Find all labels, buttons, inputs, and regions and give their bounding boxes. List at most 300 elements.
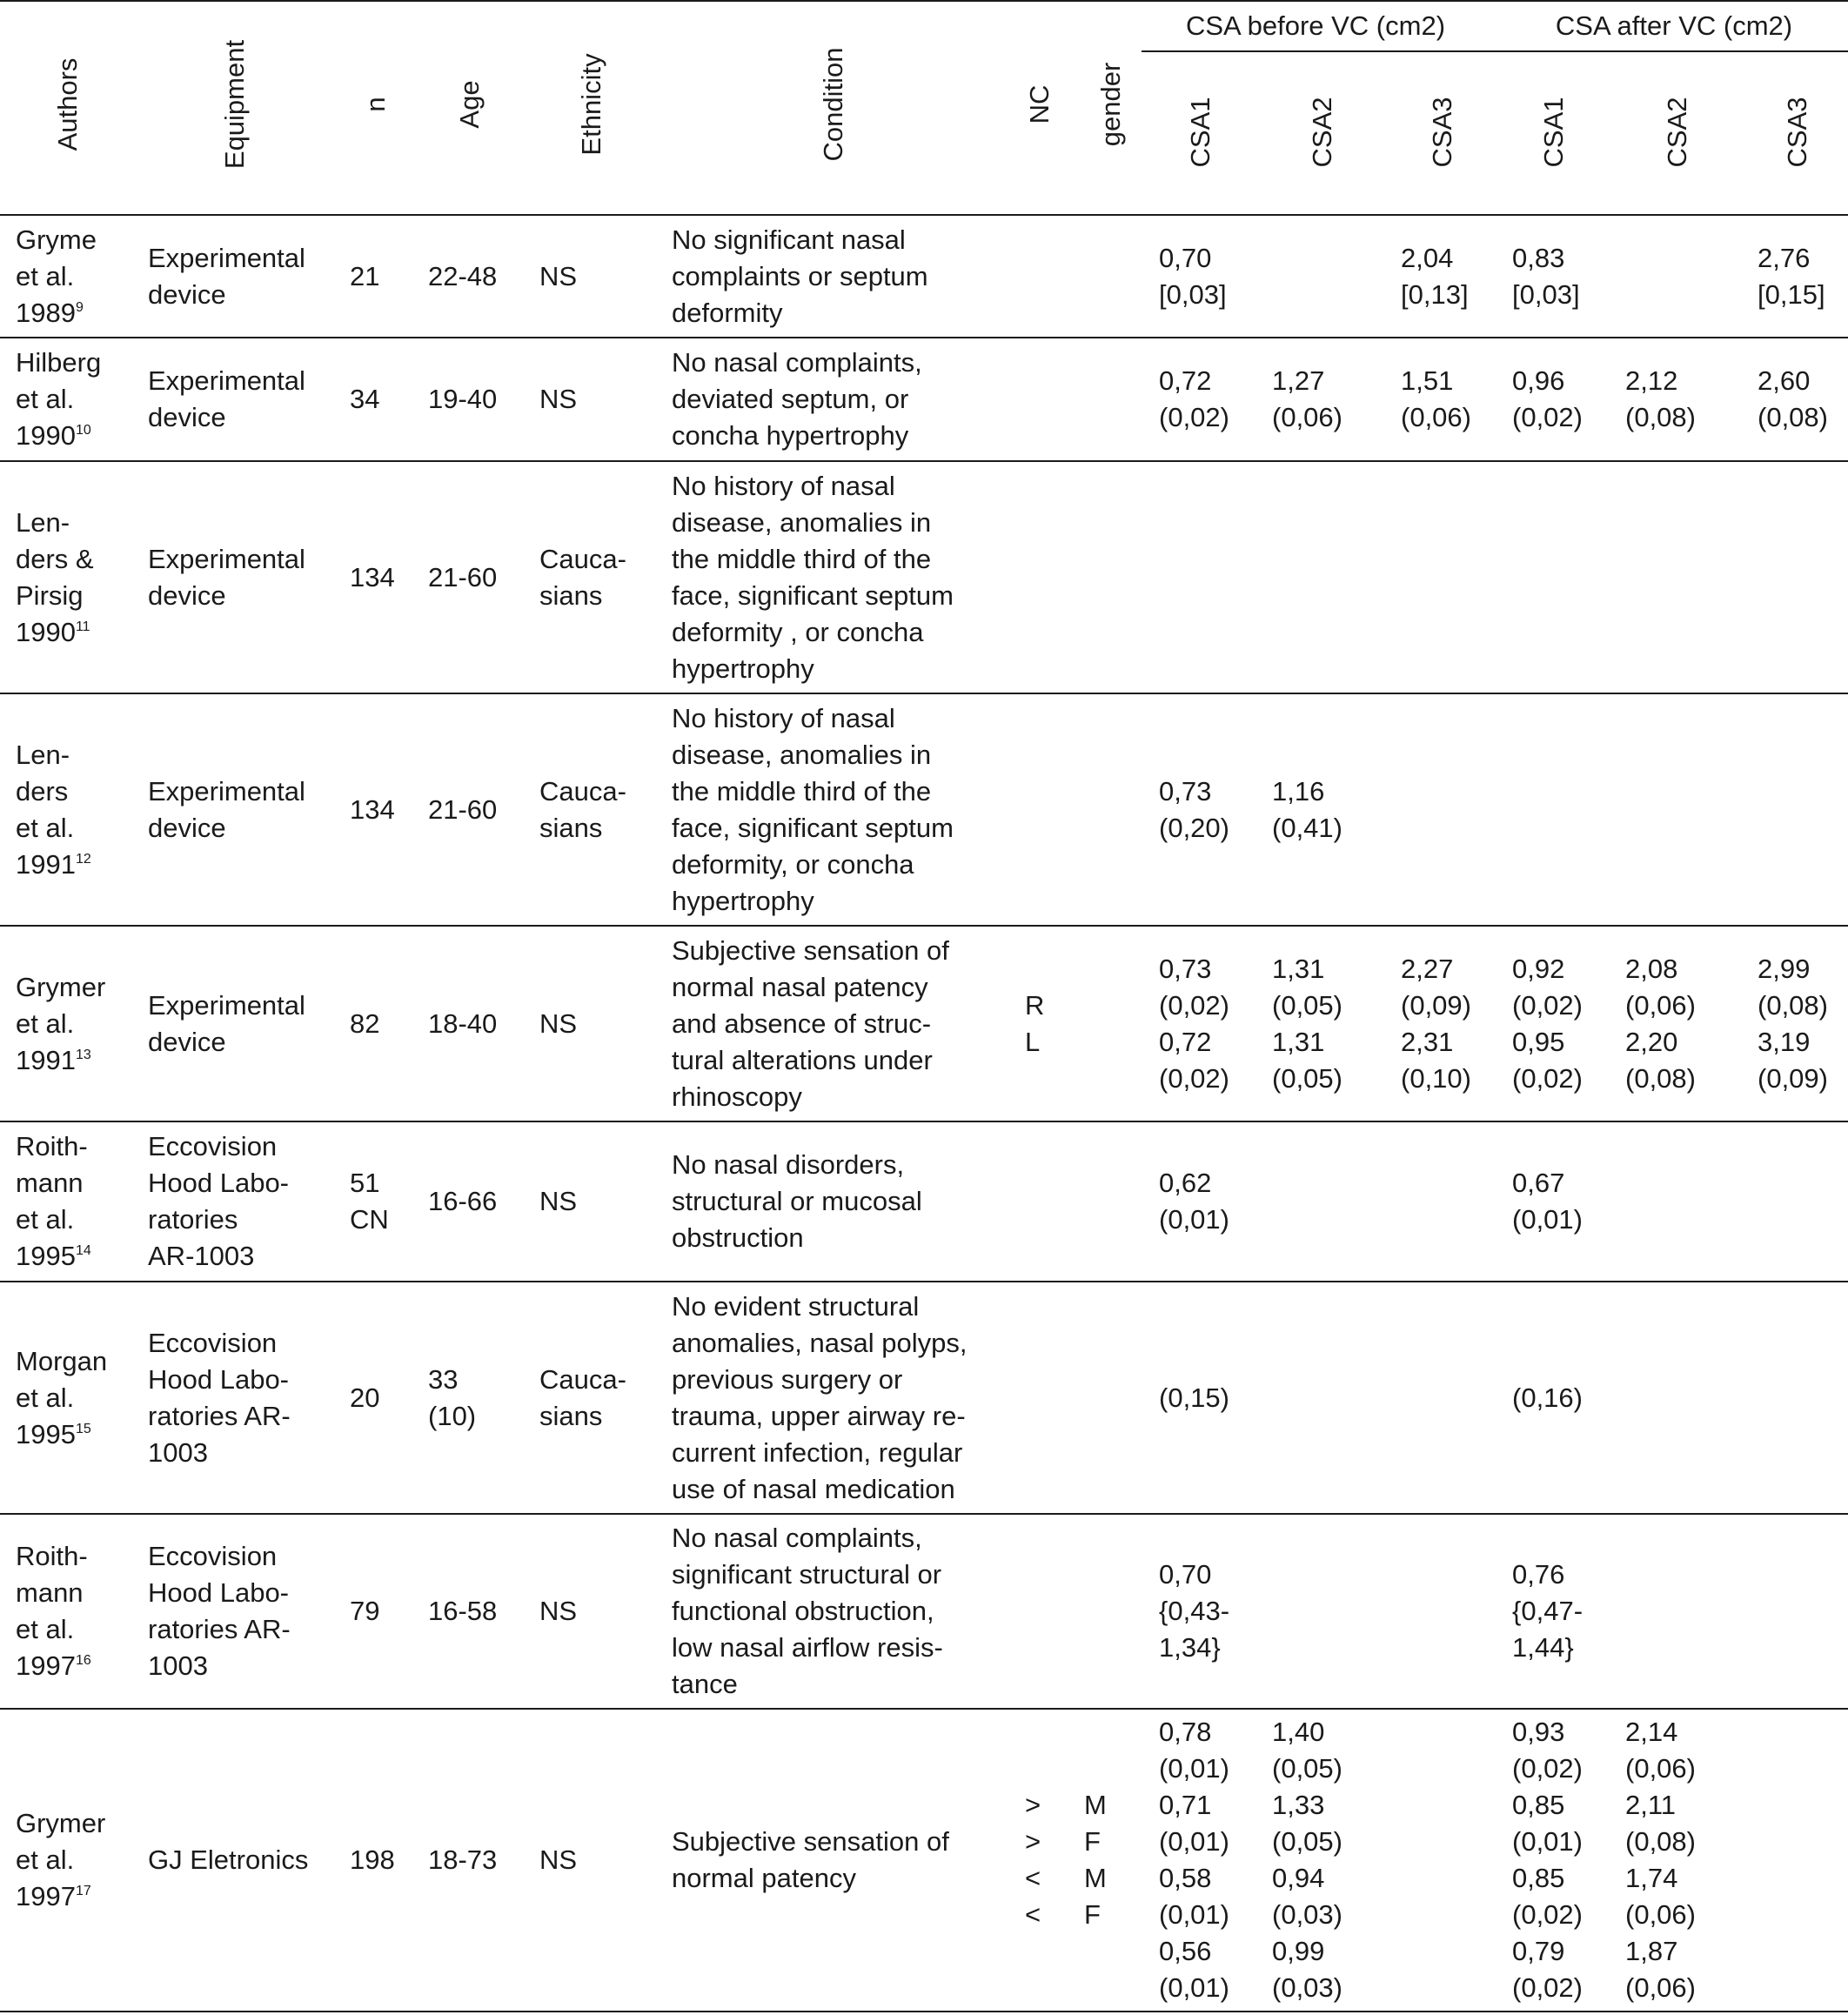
cell-line: 0,92 (1512, 953, 1565, 984)
cell-line: {0,43- (1159, 1596, 1230, 1626)
reference-superscript: 14 (75, 1243, 91, 1258)
cell-line: (0,06) (1625, 1972, 1696, 2003)
cell-b1 (1159, 773, 1229, 847)
row-border (0, 1513, 1848, 1515)
cell-line: 1,74 (1625, 1863, 1678, 1893)
cell-b1 (1159, 1714, 1229, 2006)
cell-line: NS (539, 1844, 578, 1875)
cell-b2 (1272, 773, 1342, 847)
cell-a1 (1512, 363, 1583, 436)
cell-condition (672, 222, 928, 331)
cell-line: (0,15) (1159, 1382, 1229, 1413)
cell-authors (16, 505, 94, 651)
cell-ethnicity (539, 1593, 577, 1630)
cell-line: 2,76 (1758, 242, 1811, 273)
cell-line: (0,02) (1512, 1972, 1583, 2003)
cell-line: 0,72 (1159, 1026, 1212, 1057)
cell-line: Len- (16, 506, 70, 538)
cell-line: 1,16 (1272, 775, 1325, 807)
cell-condition (672, 1824, 949, 1897)
column-header-condition: Condition (818, 47, 848, 162)
cell-b3 (1401, 951, 1471, 1097)
cell-line: (0,03) (1272, 1972, 1342, 2003)
cell-line: 2,60 (1758, 365, 1811, 396)
cell-age (428, 559, 497, 596)
cell-line: sians (539, 812, 603, 843)
cell-line: 0,93 (1512, 1717, 1565, 1747)
cell-b1 (1159, 1556, 1229, 1666)
cell-b1 (1159, 363, 1229, 436)
cell-line: tance (672, 1669, 738, 1699)
cell-n (350, 1380, 379, 1416)
cell-line: < (1025, 1899, 1041, 1930)
cell-authors (16, 1128, 91, 1275)
cell-line: (0,41) (1272, 812, 1342, 843)
cell-line: (0,08) (1758, 402, 1828, 432)
cell-line: (0,06) (1401, 402, 1471, 432)
cell-line: 0,73 (1159, 953, 1212, 984)
cell-line: 0,96 (1512, 365, 1565, 396)
cell-line: (0,02) (1159, 1062, 1229, 1094)
reference-superscript: 16 (75, 1653, 91, 1668)
cell-line: 0,58 (1159, 1863, 1212, 1893)
group-header-rule (1142, 50, 1848, 52)
cell-line: face, significant septum (672, 579, 954, 611)
cell-line: et al. (16, 384, 75, 414)
cell-condition (672, 1147, 922, 1256)
row-border (0, 2011, 1848, 2012)
cell-a2 (1625, 951, 1696, 1097)
cell-line: hypertrophy (672, 653, 814, 684)
cell-line: 33 (428, 1363, 459, 1395)
cell-line: device (148, 812, 226, 843)
cell-line: obstruction (672, 1222, 804, 1253)
cell-age (428, 792, 497, 828)
cell-line: 0,70 (1159, 242, 1212, 273)
column-header-gender: gender (1095, 62, 1126, 147)
cell-condition (672, 1520, 943, 1703)
cell-nc (1025, 1787, 1041, 1933)
cell-authors (16, 1538, 91, 1684)
cell-line: deviated septum, or (672, 384, 909, 414)
cell-line: (0,16) (1512, 1382, 1583, 1413)
row-border (0, 925, 1848, 927)
cell-authors (16, 222, 97, 331)
cell-line: No nasal disorders, (672, 1149, 905, 1180)
cell-line: Roith- (16, 1131, 88, 1161)
cell-n (350, 1165, 389, 1238)
cell-line: Experimental (148, 775, 305, 807)
cell-line: current infection, regular (672, 1436, 963, 1468)
cell-line: No significant nasal (672, 224, 906, 255)
cell-line: et al. (16, 1844, 75, 1875)
cell-line: (0,06) (1625, 1753, 1696, 1784)
cell-n (350, 792, 395, 828)
cell-line: 1,44} (1512, 1632, 1574, 1663)
cell-b1 (1159, 240, 1227, 313)
table-top-border (0, 0, 1848, 2)
cell-line: (0,08) (1625, 1826, 1696, 1857)
cell-line: Pirsig (16, 579, 84, 611)
cell-line: 2,27 (1401, 953, 1454, 984)
column-header-csa1: CSA1 (1185, 97, 1215, 168)
cell-line: Eccovision (148, 1327, 278, 1358)
cell-line: (0,02) (1512, 1899, 1583, 1930)
cell-line: tural alterations under (672, 1044, 933, 1075)
cell-line: [0,15] (1758, 278, 1825, 310)
cell-equipment (148, 1128, 289, 1275)
cell-line: 1,31 (1272, 1026, 1325, 1057)
cell-line: previous surgery or (672, 1363, 903, 1395)
cell-line: significant structural or (672, 1559, 942, 1590)
cell-line: 19-40 (428, 384, 498, 414)
cell-line: No evident structural (672, 1290, 920, 1322)
cell-line: 1003 (148, 1650, 208, 1681)
cell-line: 1,51 (1401, 365, 1454, 396)
cell-line: mann (16, 1577, 84, 1608)
cell-line: NS (539, 1596, 578, 1626)
cell-line: [0,13] (1401, 278, 1469, 310)
cell-line: et al. (16, 1614, 75, 1644)
cell-line: 1,31 (1272, 953, 1325, 984)
cell-n (350, 258, 379, 295)
cell-line: et al. (16, 812, 75, 843)
row-border (0, 1708, 1848, 1710)
cell-line: 34 (350, 384, 380, 414)
cell-line: normal patency (672, 1863, 856, 1893)
cell-line: No nasal complaints, (672, 1523, 922, 1553)
cell-ethnicity (539, 1183, 577, 1220)
cell-line: F (1084, 1899, 1101, 1930)
cell-line: 1995$^{15}$ (16, 1418, 91, 1449)
cell-line: (10) (428, 1400, 477, 1431)
cell-b2 (1272, 951, 1342, 1097)
cell-b3 (1401, 363, 1471, 436)
cell-line: 0,79 (1512, 1936, 1565, 1966)
cell-line: (0,20) (1159, 812, 1229, 843)
cell-line: Hood Labo- (148, 1363, 290, 1395)
cell-line: [0,03] (1512, 278, 1580, 310)
cell-line: Cauca- (539, 1363, 626, 1395)
cell-b2 (1272, 363, 1342, 436)
cell-line: 2,31 (1401, 1026, 1454, 1057)
cell-age (428, 258, 497, 295)
cell-line: 134 (350, 561, 395, 592)
cell-line: 2,20 (1625, 1026, 1678, 1057)
cell-line: > (1025, 1790, 1041, 1820)
cell-authors (16, 1343, 107, 1453)
cell-line: device (148, 1026, 226, 1057)
cell-line: 21 (350, 260, 380, 291)
cell-line: 2,04 (1401, 242, 1454, 273)
cell-line: face, significant septum (672, 812, 954, 843)
cell-line: (0,05) (1272, 989, 1342, 1021)
cell-line: et al. (16, 1204, 75, 1235)
cell-line: 1990$^{11}$ (16, 616, 90, 647)
cell-line: device (148, 579, 226, 611)
cell-line: (0,05) (1272, 1753, 1342, 1784)
cell-line: (0,01) (1159, 1753, 1229, 1784)
reference-superscript: 17 (75, 1884, 91, 1898)
cell-line: functional obstruction, (672, 1596, 934, 1626)
cell-line: ratories AR- (148, 1614, 291, 1644)
cell-nc (1025, 987, 1044, 1061)
cell-line: normal nasal patency (672, 971, 928, 1002)
cell-line: Len- (16, 739, 70, 770)
cell-line: 1,34} (1159, 1632, 1221, 1663)
cell-line: 0,71 (1159, 1790, 1212, 1820)
cell-line: (0,02) (1159, 402, 1229, 432)
cell-line: (0,03) (1272, 1899, 1342, 1930)
cell-line: (0,01) (1159, 1204, 1229, 1235)
cell-ethnicity (539, 258, 577, 295)
cell-ethnicity (539, 1006, 577, 1042)
cell-line: 1995$^{14}$ (16, 1241, 91, 1271)
cell-line: 0,56 (1159, 1936, 1212, 1966)
cell-a1 (1512, 1380, 1583, 1416)
cell-b3 (1401, 240, 1469, 313)
cell-n (350, 559, 395, 596)
cell-line: (0,02) (1512, 989, 1583, 1021)
cell-line: 1,27 (1272, 365, 1325, 396)
cell-line: 0,76 (1512, 1559, 1565, 1590)
cell-line: (0,02) (1512, 1753, 1583, 1784)
cell-a3 (1758, 951, 1828, 1097)
cell-line: the middle third of the (672, 775, 932, 807)
cell-gender (1084, 1787, 1107, 1933)
cell-equipment (148, 1842, 308, 1878)
cell-line: 0,99 (1272, 1936, 1325, 1966)
reference-superscript: 9 (75, 299, 84, 315)
cell-line: (0,01) (1159, 1899, 1229, 1930)
cell-n (350, 1006, 379, 1042)
cell-line: (0,01) (1512, 1204, 1583, 1235)
cell-line: 0,94 (1272, 1863, 1325, 1893)
reference-superscript: 13 (75, 1047, 91, 1062)
cell-line: Grymer (16, 971, 106, 1002)
column-header-csa3: CSA3 (1782, 97, 1812, 168)
cell-b1 (1159, 1165, 1229, 1238)
cell-a3 (1758, 363, 1828, 436)
row-border (0, 337, 1848, 338)
cell-line: (0,06) (1625, 1899, 1696, 1930)
cell-line: CN (350, 1204, 389, 1235)
cell-ethnicity (539, 381, 577, 418)
cell-line: low nasal airflow resis- (672, 1632, 943, 1663)
cell-line: Subjective sensation of (672, 1826, 949, 1857)
cell-line: and absence of struc- (672, 1008, 932, 1039)
cell-line: deformity , or concha (672, 616, 924, 647)
cell-age (428, 1006, 497, 1042)
cell-line: sians (539, 579, 603, 611)
cell-age (428, 1842, 497, 1878)
cell-line: 22-48 (428, 260, 498, 291)
column-header-csa1: CSA1 (1538, 97, 1569, 168)
cell-line: {0,47- (1512, 1596, 1584, 1626)
cell-authors (16, 969, 105, 1079)
cell-line: (0,01) (1512, 1826, 1583, 1857)
cell-line: the middle third of the (672, 543, 932, 574)
cell-line: trauma, upper airway re- (672, 1400, 966, 1431)
cell-equipment (148, 1325, 291, 1471)
cell-line: Hilberg (16, 347, 102, 378)
cell-condition (672, 1289, 967, 1508)
cell-line: 1997$^{17}$ (16, 1881, 91, 1911)
cell-line: Roith- (16, 1541, 88, 1571)
cell-a1 (1512, 240, 1580, 313)
cell-ethnicity (539, 1362, 626, 1435)
column-header-authors: Authors (52, 57, 83, 151)
cell-line: NS (539, 260, 578, 291)
cell-line: 21-60 (428, 561, 498, 592)
cell-line: 198 (350, 1844, 395, 1875)
cell-line: (0,02) (1512, 1062, 1583, 1094)
column-header-csa2: CSA2 (1307, 97, 1337, 168)
cell-line: 0,83 (1512, 242, 1565, 273)
cell-line: 0,72 (1159, 365, 1212, 396)
cell-condition (672, 468, 954, 687)
reference-superscript: 15 (75, 1421, 91, 1436)
column-header-csa3: CSA3 (1427, 97, 1457, 168)
cell-line: 2,11 (1625, 1790, 1677, 1820)
cell-line: disease, anomalies in (672, 739, 932, 770)
cell-line: 82 (350, 1008, 380, 1039)
group-header-before: CSA before VC (cm2) (1185, 10, 1446, 41)
cell-line: et al. (16, 1382, 75, 1413)
cell-line: complaints or septum (672, 260, 928, 291)
cell-line: ratories (148, 1204, 238, 1235)
cell-line: concha hypertrophy (672, 420, 909, 451)
cell-line: 16-66 (428, 1186, 498, 1216)
cell-line: 134 (350, 793, 395, 825)
cell-line: anomalies, nasal polyps, (672, 1327, 968, 1358)
cell-line: 18-73 (428, 1844, 498, 1875)
cell-line: 1,87 (1625, 1936, 1678, 1966)
cell-authors (16, 1805, 105, 1915)
cell-line: use of nasal medication (672, 1473, 955, 1504)
cell-line: [0,03] (1159, 278, 1227, 310)
cell-line: 1997$^{16}$ (16, 1650, 91, 1681)
cell-line: NS (539, 1008, 578, 1039)
cell-line: (0,08) (1758, 989, 1828, 1021)
cell-age (428, 1183, 497, 1220)
cell-line: Hood Labo- (148, 1168, 290, 1198)
cell-line: deformity, or concha (672, 848, 914, 880)
column-header-nc: NC (1024, 84, 1055, 124)
column-header-csa2: CSA2 (1662, 97, 1692, 168)
cell-line: 0,67 (1512, 1168, 1565, 1198)
cell-line: ders (16, 775, 69, 807)
cell-line: AR-1003 (148, 1241, 255, 1271)
cell-line: (0,01) (1159, 1826, 1229, 1857)
cell-line: 0,95 (1512, 1026, 1565, 1057)
cell-line: 1991$^{12}$ (16, 848, 91, 880)
cell-line: Eccovision (148, 1541, 278, 1571)
cell-line: 2,12 (1625, 365, 1678, 396)
cell-line: structural or mucosal (672, 1186, 922, 1216)
cell-a1 (1512, 1165, 1583, 1238)
cell-equipment (148, 541, 305, 614)
cell-line: (0,02) (1159, 989, 1229, 1021)
reference-superscript: 11 (75, 619, 90, 634)
cell-line: Grymer (16, 1808, 106, 1838)
cell-line: (0,08) (1625, 402, 1696, 432)
cell-line: ratories AR- (148, 1400, 291, 1431)
cell-line: ders & (16, 543, 94, 574)
column-header-n: n (360, 97, 391, 112)
cell-ethnicity (539, 541, 626, 614)
cell-n (350, 381, 379, 418)
cell-a2 (1625, 363, 1696, 436)
cell-line: > (1025, 1826, 1041, 1857)
cell-b1 (1159, 951, 1229, 1097)
cell-age (428, 1593, 497, 1630)
cell-a3 (1758, 240, 1825, 313)
cell-line: 1989$^9$ (16, 297, 84, 328)
cell-line: GJ Eletronics (148, 1844, 309, 1875)
cell-line: No history of nasal (672, 470, 895, 501)
cell-a1 (1512, 1714, 1583, 2006)
cell-line: 3,19 (1758, 1026, 1811, 1057)
cell-age (428, 381, 497, 418)
cell-line: Hood Labo- (148, 1577, 290, 1608)
cell-b2 (1272, 1714, 1342, 2006)
cell-n (350, 1842, 395, 1878)
cell-line: 0,62 (1159, 1168, 1212, 1198)
cell-line: 0,73 (1159, 775, 1212, 807)
cell-line: Gryme (16, 224, 97, 255)
column-header-age: Age (454, 80, 485, 129)
cell-line: 1,33 (1272, 1790, 1325, 1820)
cell-line: Experimental (148, 242, 305, 273)
cell-line: 79 (350, 1596, 380, 1626)
cell-line: Morgan (16, 1345, 108, 1376)
reference-superscript: 12 (75, 851, 91, 867)
cell-line: 1,40 (1272, 1717, 1325, 1747)
cell-line: (0,08) (1625, 1062, 1696, 1094)
cell-line: Cauca- (539, 775, 626, 807)
cell-line: Cauca- (539, 543, 626, 574)
cell-line: hypertrophy (672, 885, 814, 916)
cell-line: Experimental (148, 989, 305, 1021)
cell-line: No history of nasal (672, 702, 895, 733)
row-border (0, 693, 1848, 694)
cell-equipment (148, 363, 305, 436)
cell-line: (0,05) (1272, 1826, 1342, 1857)
cell-line: M (1084, 1790, 1107, 1820)
cell-line: Experimental (148, 543, 305, 574)
header-bottom-border (0, 214, 1848, 216)
cell-line: Eccovision (148, 1131, 278, 1161)
cell-line: NS (539, 384, 578, 414)
cell-line: M (1084, 1863, 1107, 1893)
cell-line: 1003 (148, 1436, 208, 1468)
cell-line: 0,78 (1159, 1717, 1212, 1747)
cell-line: NS (539, 1186, 578, 1216)
row-border (0, 1281, 1848, 1282)
cell-line: L (1025, 1026, 1041, 1057)
cell-line: 1990$^{10}$ (16, 420, 91, 451)
cell-line: mann (16, 1168, 84, 1198)
cell-line: deformity (672, 297, 783, 328)
cell-line: 1991$^{13}$ (16, 1044, 91, 1075)
cell-line: (0,09) (1401, 989, 1471, 1021)
cell-line: 2,99 (1758, 953, 1811, 984)
cell-line: et al. (16, 260, 75, 291)
cell-line: 16-58 (428, 1596, 498, 1626)
cell-line: < (1025, 1863, 1041, 1893)
cell-ethnicity (539, 1842, 577, 1878)
